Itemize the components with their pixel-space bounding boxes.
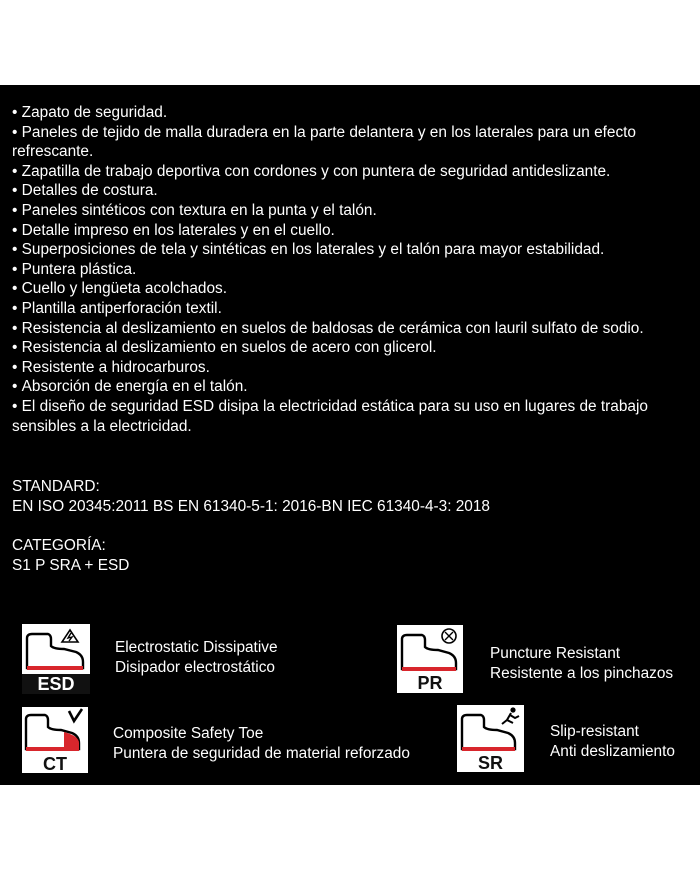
feature-list	[12, 103, 692, 436]
sr-code-text: SR	[477, 753, 504, 773]
feature-item: • Superposiciones de tela y sintéticas en los laterales y el talón para mayor estabilidad.	[12, 240, 692, 260]
category-label: CATEGORÍA:	[12, 537, 106, 554]
ct-label-es: Puntera de seguridad de material reforzado	[113, 745, 410, 762]
feature-item: • Detalle impreso en los laterales y en el cuello.	[12, 221, 692, 241]
product-description-panel	[0, 85, 700, 785]
sr-label-es: Anti deslizamiento	[550, 743, 675, 760]
feature-item: • Paneles de tejido de malla duradera en la parte delantera y en los laterales para un efecto refrescante.	[12, 123, 692, 162]
pr-label-en: Puncture Resistant	[490, 645, 621, 662]
standard-label: STANDARD:	[12, 478, 100, 495]
esd-label-es: Disipador electrostático	[115, 659, 275, 676]
feature-item: • Zapatilla de trabajo deportiva con cordones y con puntera de seguridad antideslizante.	[12, 162, 692, 182]
category-value: S1 P SRA + ESD	[12, 557, 130, 574]
feature-item: • Paneles sintéticos con textura en la punta y el talón.	[12, 201, 692, 221]
sr-icon	[455, 703, 526, 774]
feature-item: • Detalles de costura.	[12, 181, 692, 201]
pr-code-text: PR	[417, 673, 443, 693]
feature-item: • Cuello y lengüeta acolchados.	[12, 279, 692, 299]
feature-item: • El diseño de seguridad ESD disipa la electricidad estática para su uso en lugares de trabajo sensibles a la electricidad.	[12, 397, 692, 436]
esd-label-en: Electrostatic Dissipative	[115, 639, 278, 656]
ct-label-en: Composite Safety Toe	[113, 725, 264, 742]
feature-item: • Resistente a hidrocarburos.	[12, 358, 692, 378]
pr-icon	[395, 623, 465, 695]
feature-item: • Zapato de seguridad.	[12, 103, 692, 123]
feature-item: • Plantilla antiperforación textil.	[12, 299, 692, 319]
standard-value: EN ISO 20345:2011 BS EN 61340-5-1: 2016-BN IEC 61340-4-3: 2018	[12, 498, 490, 515]
esd-code-text: ESD	[37, 674, 75, 694]
feature-item: • Resistencia al deslizamiento en suelos de baldosas de cerámica con lauril sulfato de sodio.	[12, 319, 692, 339]
feature-item: • Puntera plástica.	[12, 260, 692, 280]
esd-icon	[20, 622, 92, 696]
ct-icon	[20, 705, 90, 775]
pr-label-es: Resistente a los pinchazos	[490, 665, 674, 682]
feature-item: • Absorción de energía en el talón.	[12, 377, 692, 397]
feature-item: • Resistencia al deslizamiento en suelos de acero con glicerol.	[12, 338, 692, 358]
sr-label-en: Slip-resistant	[550, 723, 639, 740]
ct-code-text: CT	[43, 754, 67, 774]
